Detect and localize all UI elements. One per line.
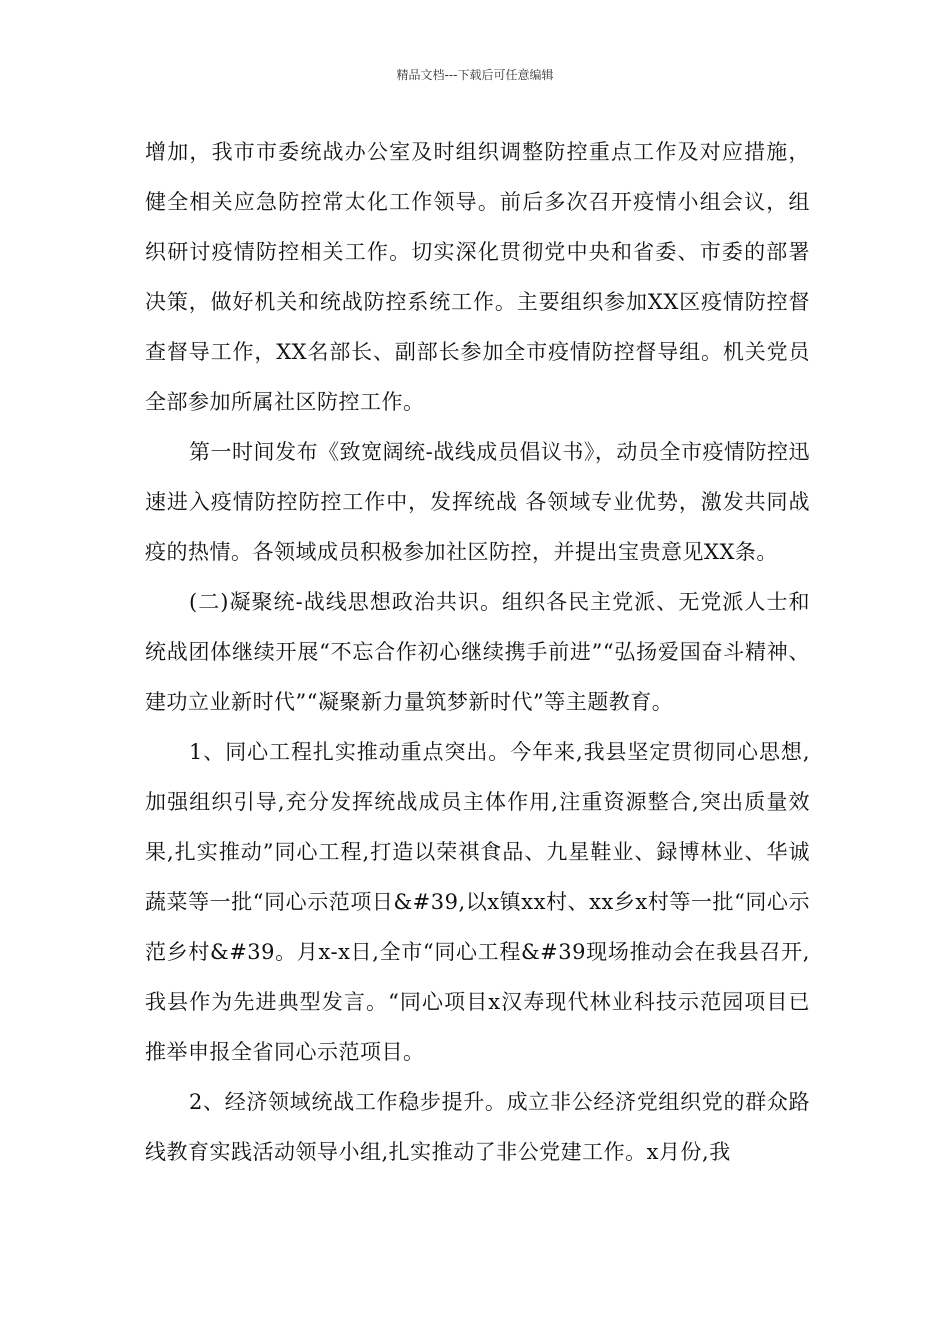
paragraph-4: 1、同心工程扎实推动重点突出。今年来,我县坚定贯彻同心思想,加强组织引导,充分发挥统战成员主体作用,注重资源整合,突出质量效果,扎实推动”同心工程,打造以荣祺食品、九星鞋业、録博林业、华诚蔬菜等一批“同心示范项日&#39,以x镇xx村、xx乡x村等一批“同心示范乡村&#39。月x-x日,全市“同心工程&#39现场推动会在我县召开,我县作为先进典型发言。“同心项目x汉寿现代林业科技示范园项目已推举申报全省同心示范项目。 [145,740,810,1064]
paragraph-1: 增加，我市市委统战办公室及时组织调整防控重点工作及对应措施，健全相关应急防控常太化工作领导。前后多次召开疫情小组会议，组织研讨疫情防控相关工作。切实深化贯彻党中央和省委、市委的部署决策，做好机关和统战防控系统工作。主要组织参加XX区疫情防控督查督导工作，XX名部长、副部长参加全市疫情防控督导组。机关党员全部参加所属社区防控工作。 [145,140,810,414]
paragraph-3: (二)凝聚统-战线思想政治共识。组织各民主党派、无党派人士和统战团体继续开展“不忘合作初心继续携手前进”“弘扬爱国奋斗精神、建功立业新时代”“凝聚新力量筑梦新时代”等主题教育。 [145,590,810,714]
document-body [145,127,810,1177]
paragraph-2: 第一时间发布《致宽阔统-战线成员倡议书》，动员全市疫情防控迅速进入疫情防控防控工作中，发挥统战 各领域专业优势，激发共同战疫的热情。各领域成员积极参加社区防控，并提出宝贵意见XX条。 [145,440,810,564]
paragraph-5: 2、经济领域统战工作稳步提升。成立非公经济党组织党的群众路线教育实践活动领导小组,扎实推动了非公党建工作。x月份,我 [145,1090,810,1164]
page-header: 精品文档---下载后可任意编辑 [396,68,554,82]
